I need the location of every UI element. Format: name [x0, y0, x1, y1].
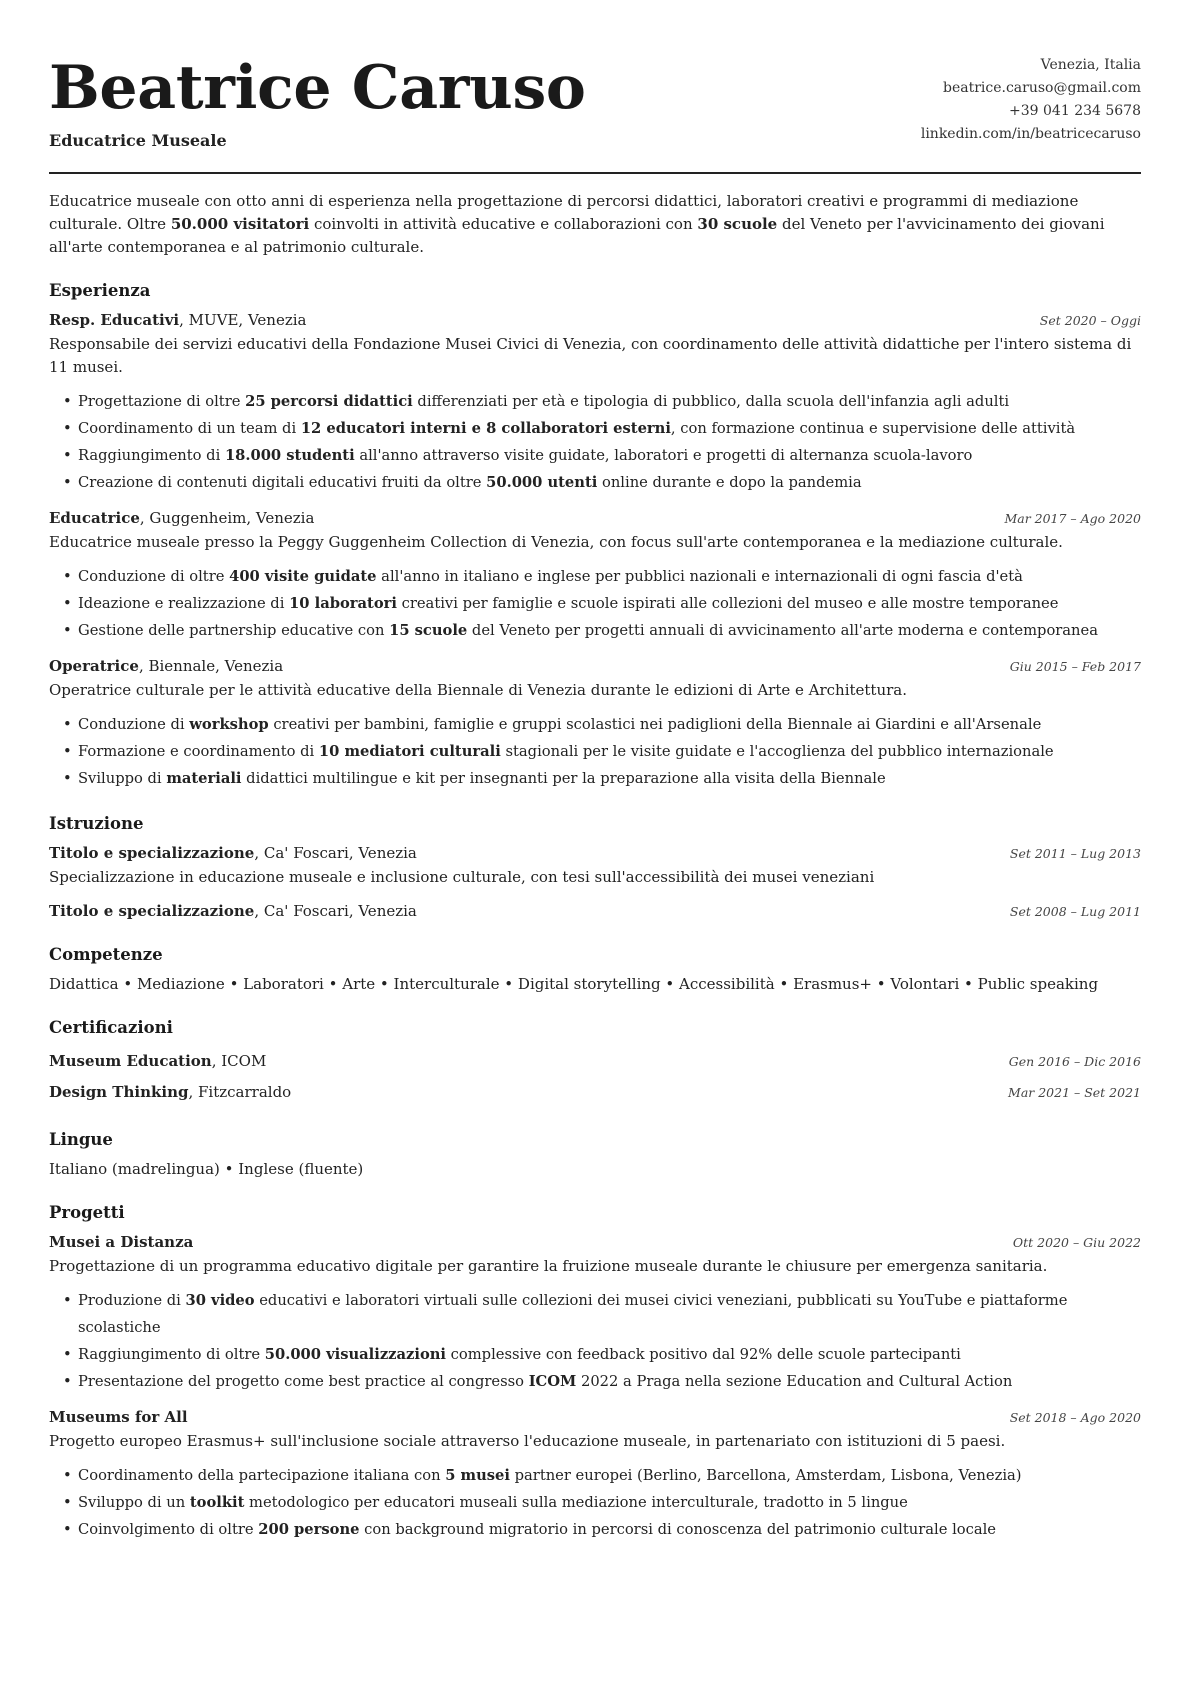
text-run: Progettazione di oltre — [78, 393, 246, 410]
entry-header — [49, 655, 1141, 678]
text-run: creativi per famiglie e scuole ispirati alle collezioni del museo e alle mostre temporanee — [396, 595, 1059, 612]
entry-date: Ott 2020 – Giu 2022 — [1012, 1235, 1141, 1250]
section-title: Istruzione — [49, 814, 144, 833]
certification-issuer: , Fitzcarraldo — [188, 1083, 292, 1101]
entry-bullets — [49, 1287, 1141, 1395]
bold-text: 12 educatori interni e 8 collaboratori esterni — [300, 420, 671, 437]
bold-text: toolkit — [189, 1494, 245, 1511]
text-run: all'anno attraverso visite guidate, laboratori e progetti di alternanza scuola-lavoro — [354, 447, 973, 464]
entry-title — [49, 1406, 188, 1429]
contact-email[interactable]: beatrice.caruso@gmail.com — [942, 80, 1141, 96]
certification-entry — [49, 1077, 1141, 1108]
bullet-item — [61, 738, 1141, 765]
bold-text: 30 scuole — [697, 215, 778, 233]
entry-header — [49, 309, 1141, 332]
bold-text: 50.000 utenti — [486, 474, 598, 491]
education-entries — [49, 842, 1141, 923]
entry-title — [49, 655, 283, 678]
text-run: Conduzione di oltre — [78, 568, 230, 585]
languages-list: Italiano (madrelingua) • Inglese (fluente) — [49, 1160, 364, 1178]
text-run: all'anno in italiano e inglese per pubblici nazionali e internazionali di ogni fascia d'età — [376, 568, 1023, 585]
bold-text: 400 visite guidate — [229, 568, 377, 585]
text-run: Raggiungimento di — [78, 447, 225, 464]
entry-date: Mar 2017 – Ago 2020 — [1004, 511, 1141, 526]
section-title: Certificazioni — [49, 1018, 173, 1037]
entry-title — [49, 900, 417, 923]
text-run: creativi per bambini, famiglie e gruppi scolastici nei padiglioni della Biennale ai Giardini e all'Arsenale — [268, 716, 1042, 733]
bold-text: 25 percorsi didattici — [245, 393, 413, 410]
text-run: 2022 a Praga nella sezione Education and Cultural Action — [576, 1373, 1013, 1390]
languages-section — [49, 1130, 1141, 1181]
certification-issuer: , ICOM — [211, 1052, 267, 1070]
header-divider — [49, 172, 1141, 174]
experience-section — [49, 281, 1141, 792]
education-entry — [49, 842, 1141, 889]
entry-bullets — [49, 711, 1141, 792]
text-run: Sviluppo di — [78, 770, 167, 787]
text-run: partner europei (Berlino, Barcellona, Amsterdam, Lisbona, Venezia) — [509, 1467, 1022, 1484]
bold-text: 200 persone — [258, 1521, 360, 1538]
entry-role: Educatrice — [49, 509, 140, 527]
bullet-item — [61, 590, 1141, 617]
text-run: Formazione e coordinamento di — [78, 743, 319, 760]
certification-name: Museum Education — [49, 1052, 212, 1070]
bullet-item — [61, 563, 1141, 590]
entry-organization: , Biennale, Venezia — [138, 657, 284, 675]
entry-header — [49, 1406, 1141, 1429]
bullet-item — [61, 1489, 1141, 1516]
entry-description: Educatrice museale presso la Peggy Guggenheim Collection di Venezia, con focus sull'arte contemporanea e la mediazione culturale. — [49, 533, 1063, 551]
text-run: online durante e dopo la pandemia — [597, 474, 862, 491]
entry-role: Titolo e specializzazione — [49, 902, 255, 920]
entry-header — [49, 900, 1141, 923]
summary — [49, 190, 1141, 259]
entry-bullets — [49, 1462, 1141, 1543]
entry-header — [49, 1231, 1141, 1254]
entry-date: Set 2018 – Ago 2020 — [1009, 1410, 1141, 1425]
entry-description: Progettazione di un programma educativo digitale per garantire la fruizione museale durante le chiusure per emergenza sanitaria. — [49, 1257, 1048, 1275]
entry-organization: , Ca' Foscari, Venezia — [254, 844, 417, 862]
entry-date: Set 2008 – Lug 2011 — [1009, 904, 1141, 919]
certification-entries — [49, 1046, 1141, 1108]
entry-title — [49, 309, 306, 332]
text-run: del Veneto per progetti annuali di avvicinamento all'arte moderna e contemporanea — [467, 622, 1098, 639]
contact-linkedin[interactable]: linkedin.com/in/beatricecaruso — [920, 126, 1141, 142]
experience-entry — [49, 309, 1141, 496]
text-run: Creazione di contenuti digitali educativi fruiti da oltre — [78, 474, 487, 491]
contact-phone[interactable]: +39 041 234 5678 — [1009, 103, 1141, 119]
bold-text: 30 video — [185, 1292, 255, 1309]
entry-header — [49, 507, 1141, 530]
entry-role: Musei a Distanza — [49, 1233, 194, 1251]
text-run: Coinvolgimento di oltre — [78, 1521, 259, 1538]
entry-role: Operatrice — [49, 657, 139, 675]
text-run: del Veneto per l'avvicinamento dei giovani all'arte contemporanea e al patrimonio culturale. — [49, 215, 1105, 256]
bullet-item — [61, 1368, 1141, 1395]
contact-location: Venezia, Italia — [1040, 57, 1141, 73]
resume-header — [49, 54, 1141, 172]
bullet-item — [61, 469, 1141, 496]
text-run: metodologico per educatori museali sulla mediazione interculturale, tradotto in 5 lingue — [244, 1494, 908, 1511]
bold-text: 18.000 studenti — [224, 447, 355, 464]
text-run: Conduzione di — [78, 716, 190, 733]
education-entry — [49, 900, 1141, 923]
bold-text: materiali — [166, 770, 242, 787]
entry-date: Giu 2015 – Feb 2017 — [1009, 659, 1141, 674]
projects-entry — [49, 1231, 1141, 1395]
entry-role: Resp. Educativi — [49, 311, 180, 329]
bold-text: workshop — [189, 716, 269, 733]
entry-header — [49, 842, 1141, 865]
projects-section — [49, 1203, 1141, 1543]
text-run: , con formazione continua e supervisione delle attività — [670, 420, 1076, 437]
entry-bullets — [49, 563, 1141, 644]
bullet-item — [61, 442, 1141, 469]
bold-text: 10 mediatori culturali — [318, 743, 501, 760]
bullet-item — [61, 765, 1141, 792]
text-run: complessive con feedback positivo dal 92% delle scuole partecipanti — [446, 1346, 961, 1363]
bullet-item — [61, 1516, 1141, 1543]
entry-organization: , Ca' Foscari, Venezia — [254, 902, 417, 920]
identity — [49, 54, 586, 150]
text-run: Produzione di — [78, 1292, 186, 1309]
text-run: Coordinamento di un team di — [78, 420, 301, 437]
entry-description: Progetto europeo Erasmus+ sull'inclusione sociale attraverso l'educazione museale, in partenariato con istituzioni di 5 paesi. — [49, 1432, 1006, 1450]
bullet-item — [61, 415, 1141, 442]
entry-date: Set 2020 – Oggi — [1039, 313, 1141, 328]
bold-text: 10 laboratori — [289, 595, 397, 612]
bold-text: 50.000 visualizzazioni — [264, 1346, 446, 1363]
education-section — [49, 814, 1141, 923]
text-run: Ideazione e realizzazione di — [78, 595, 290, 612]
bullet-item — [61, 1462, 1141, 1489]
skills-section — [49, 945, 1141, 996]
bullet-item — [61, 388, 1141, 415]
certification-name: Design Thinking — [49, 1083, 189, 1101]
entry-date: Set 2011 – Lug 2013 — [1009, 846, 1141, 861]
entry-bullets — [49, 388, 1141, 496]
certification-date: Gen 2016 – Dic 2016 — [1008, 1054, 1141, 1069]
entry-role: Titolo e specializzazione — [49, 844, 255, 862]
entry-title — [49, 507, 314, 530]
entry-organization: , Guggenheim, Venezia — [139, 509, 315, 527]
project-entries — [49, 1231, 1141, 1543]
entry-description: Responsabile dei servizi educativi della Fondazione Musei Civici di Venezia, con coordinamento delle attività didattiche per l'intero sistema di 11 musei. — [49, 335, 1132, 376]
bullet-item — [61, 617, 1141, 644]
text-run: stagionali per le visite guidate e l'accoglienza del pubblico internazionale — [500, 743, 1054, 760]
text-run: Raggiungimento di oltre — [78, 1346, 265, 1363]
text-run: Gestione delle partnership educative con — [78, 622, 390, 639]
text-run: Coordinamento della partecipazione italiana con — [78, 1467, 446, 1484]
experience-entry — [49, 655, 1141, 792]
text-run: con background migratorio in percorsi di conoscenza del patrimonio culturale locale — [359, 1521, 996, 1538]
entry-description: Specializzazione in educazione museale e inclusione culturale, con tesi sull'accessibilità dei musei veneziani — [49, 868, 875, 886]
section-title: Lingue — [49, 1130, 113, 1149]
certifications-section — [49, 1018, 1141, 1108]
text-run: Presentazione del progetto come best practice al congresso — [78, 1373, 529, 1390]
text-run: differenziati per età e tipologia di pubblico, dalla scuola dell'infanzia agli adulti — [412, 393, 1010, 410]
candidate-role: Educatrice Museale — [49, 131, 227, 150]
entry-title — [49, 842, 417, 865]
entry-role: Museums for All — [49, 1408, 188, 1426]
bullet-item — [61, 711, 1141, 738]
bold-text: 5 musei — [445, 1467, 510, 1484]
text-run: Sviluppo di un — [78, 1494, 190, 1511]
entry-description: Operatrice culturale per le attività educative della Biennale di Venezia durante le edizioni di Arte e Architettura. — [49, 681, 908, 699]
certification-title — [49, 1046, 266, 1076]
bold-text: ICOM — [528, 1373, 577, 1390]
section-title: Competenze — [49, 945, 163, 964]
experience-entry — [49, 507, 1141, 644]
bold-text: 15 scuole — [389, 622, 468, 639]
entry-title — [49, 1231, 193, 1254]
certification-date: Mar 2021 – Set 2021 — [1008, 1085, 1141, 1100]
text-run: coinvolti in attività educative e collaborazioni con — [309, 215, 698, 233]
certification-entry — [49, 1046, 1141, 1077]
experience-entries — [49, 309, 1141, 792]
certification-title — [49, 1077, 291, 1107]
text-run: Educatrice museale con otto anni di esperienza nella progettazione di percorsi didattici, laboratori creativi e programmi di mediazione culturale. Oltre — [49, 192, 1079, 233]
section-title: Progetti — [49, 1203, 125, 1222]
text-run: didattici multilingue e kit per insegnanti per la preparazione alla visita della Biennale — [241, 770, 886, 787]
skills-list: Didattica • Mediazione • Laboratori • Arte • Interculturale • Digital storytelling • Accessibilità • Erasmus+ • Volontari • Public speaking — [49, 975, 1099, 993]
entry-organization: , MUVE, Venezia — [179, 311, 307, 329]
section-title: Esperienza — [49, 281, 151, 300]
candidate-name: Beatrice Caruso — [49, 53, 586, 123]
contact-info — [921, 54, 1141, 146]
bullet-item — [61, 1341, 1141, 1368]
bold-text: 50.000 visitatori — [170, 215, 310, 233]
text-run: educativi e laboratori virtuali sulle collezioni dei musei civici veneziani, pubblicati su YouTube e piattaforme scolastiche — [78, 1292, 1068, 1336]
bullet-item — [61, 1287, 1141, 1341]
projects-entry — [49, 1406, 1141, 1543]
